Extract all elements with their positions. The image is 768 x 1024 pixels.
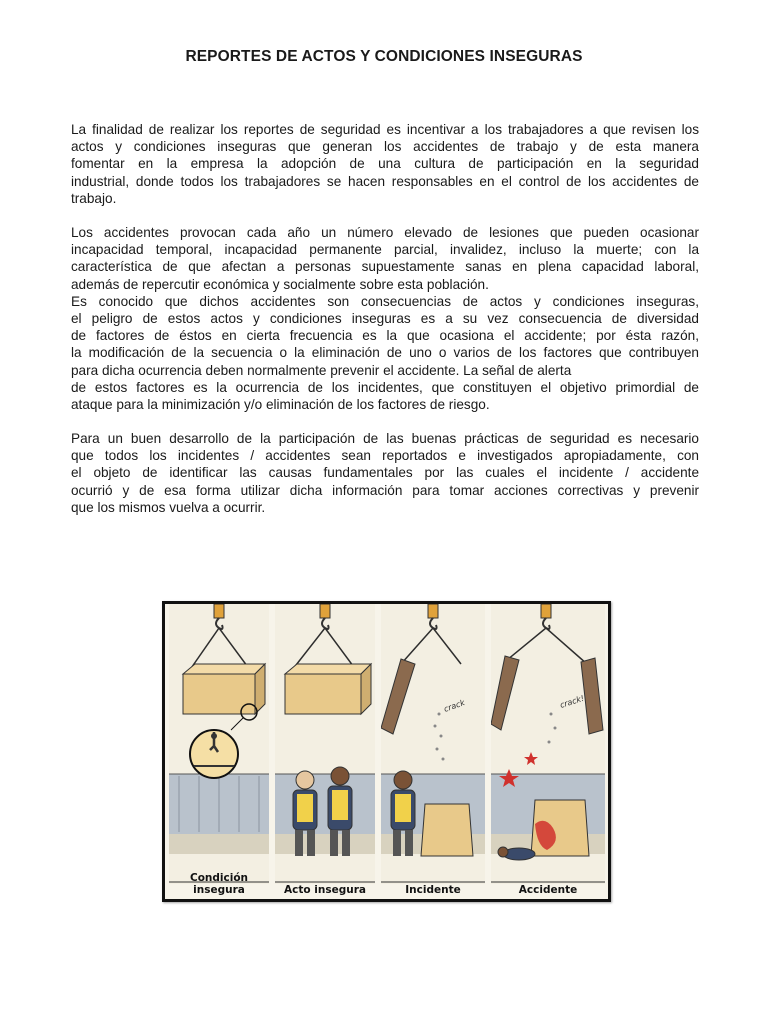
panel-incident: [381, 604, 485, 899]
frayed-rope-detail-icon: [190, 730, 238, 778]
text-line: actos y condiciones inseguras que generan los accidentes de trabajo y de esta manera: [71, 139, 699, 155]
caption-accident: Accidente: [518, 884, 578, 896]
panel-unsafe-act: [275, 604, 375, 899]
text-line: el peligro de estos actos y condiciones inseguras es a su vez consecuencia de diversidad: [71, 311, 699, 327]
sound-effect-text: crack: [442, 698, 467, 714]
text-line: de factores de éstos en cierta frecuencia es la que ocasiona el accidente; por ésta razón,: [71, 328, 699, 344]
sound-effect-text: crack!: [558, 693, 586, 710]
text-line: de estos factores es la ocurrencia de los incidentes, que constituyen el objetivo primordial de: [71, 379, 699, 395]
paragraph-3: [71, 430, 699, 516]
text-line: fomentar en la empresa la adopción de una cultura de participación en la seguridad: [71, 156, 699, 172]
text-line: para dicha ocurrencia deben normalmente prevenir el accidente. La señal de alerta: [71, 362, 572, 378]
text-line: La finalidad de realizar los reportes de seguridad es incentivar a los trabajadores a que revisen los: [71, 122, 699, 137]
text-line: incapacidad temporal, incapacidad permanente parcial, invalidez, incluso la muerte; con la: [71, 242, 699, 258]
text-line: ataque para la minimización y/o eliminación de los factores de riesgo.: [71, 397, 490, 413]
text-line: Para un buen desarrollo de la participación de las buenas prácticas de seguridad es necesario: [71, 431, 699, 446]
caption-incident: Incidente: [405, 884, 461, 896]
text-line: el objeto de identificar las causas fundamentales por las cuales el incidente / accidente: [71, 465, 699, 481]
text-line: industrial, donde todos los trabajadores se hacen responsables en el control de los accidentes de: [71, 173, 699, 189]
fallen-crate-icon: [531, 800, 589, 856]
unsafe-condition-illustration: [169, 604, 269, 884]
incident-illustration: [381, 604, 485, 884]
text-line: que todos los incidentes / accidentes sean reportados e investigados apropiadamente, con: [71, 448, 699, 464]
accident-illustration: [491, 604, 605, 884]
crate-icon: [183, 664, 265, 714]
text-line: Es conocido que dichos accidentes son consecuencias de actos y condiciones inseguras,: [71, 293, 699, 309]
text-line: Los accidentes provocan cada año un número elevado de lesiones que pueden ocasionar: [71, 225, 699, 240]
text-line: característica de que afectan a personas supuestamente sanas en plena capacidad laboral,: [71, 259, 699, 275]
text-line: además de repercutir económica y socialmente sobre esta población.: [71, 276, 489, 292]
unsafe-act-illustration: [275, 604, 375, 884]
text-line: que los mismos vuelva a ocurrir.: [71, 499, 266, 515]
safety-comic-figure: [162, 601, 611, 902]
caption-unsafe-condition: Condición insegura: [189, 872, 249, 896]
paragraph-2: [71, 224, 699, 413]
caption-unsafe-act: Acto insegura: [284, 884, 366, 896]
document-title: REPORTES DE ACTOS Y CONDICIONES INSEGURAS: [185, 48, 583, 65]
crate-icon: [285, 664, 371, 714]
text-line: la modificación de la secuencia o la eliminación de uno o varios de los factores que contribuyen: [71, 345, 699, 361]
panel-accident: [491, 604, 605, 899]
fallen-crate-icon: [421, 804, 473, 856]
paragraph-1: [71, 121, 699, 207]
text-line: ocurrió y de esa forma utilizar dicha información para tomar acciones correctivas y prevenir: [71, 482, 699, 498]
text-line: trabajo.: [71, 190, 117, 206]
panel-unsafe-condition: [169, 604, 269, 899]
